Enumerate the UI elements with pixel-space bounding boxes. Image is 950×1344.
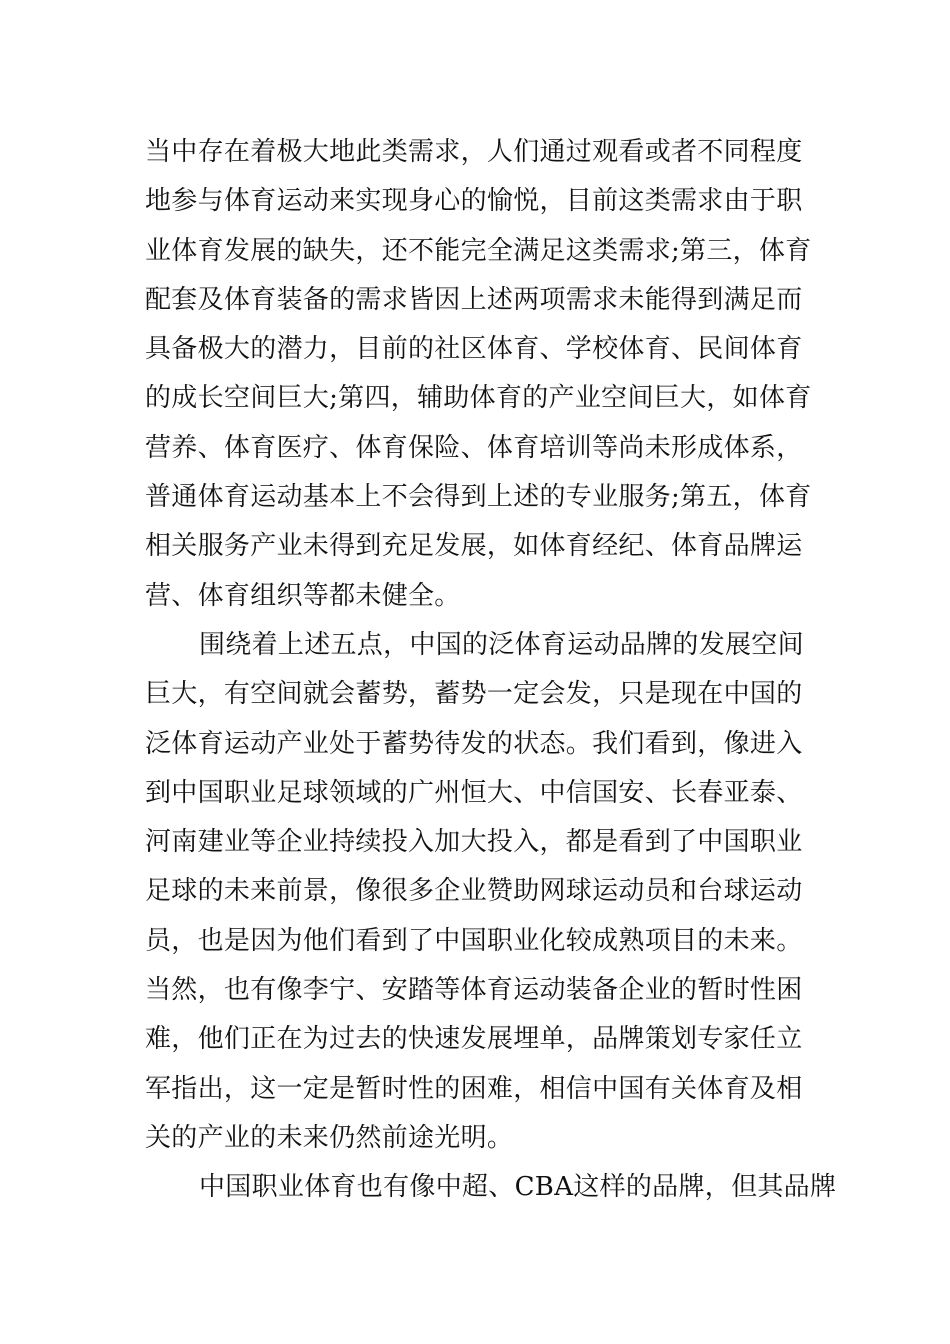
text-line: 营养、体育医疗、体育保险、体育培训等尚未形成体系， xyxy=(145,432,803,463)
text-line: 配套及体育装备的需求皆因上述两项需求未能得到满足而 xyxy=(145,284,803,315)
text-line-first-indented: 围绕着上述五点，中国的泛体育运动品牌的发展空间 xyxy=(199,629,804,660)
text-line: 当然，也有像李宁、安踏等体育运动装备企业的暂时性困 xyxy=(145,975,803,1006)
body-text xyxy=(145,128,837,1213)
paragraph-3 xyxy=(145,1163,837,1212)
text-line: 泛体育运动产业处于蓄势待发的状态。我们看到，像进入 xyxy=(145,728,803,759)
text-line: 到中国职业足球领域的广州恒大、中信国安、长春亚泰、 xyxy=(145,777,803,808)
text-line: 地参与体育运动来实现身心的愉悦，目前这类需求由于职 xyxy=(145,186,803,217)
text-line: 的成长空间巨大;第四，辅助体育的产业空间巨大，如体育 xyxy=(145,383,812,414)
text-line: 军指出，这一定是暂时性的困难，相信中国有关体育及相 xyxy=(145,1073,803,1104)
text-line: 业体育发展的缺失，还不能完全满足这类需求;第三，体育 xyxy=(145,235,812,266)
text-line: 营、体育组织等都未健全。 xyxy=(145,580,461,611)
text-line: 巨大，有空间就会蓄势，蓄势一定会发，只是现在中国的 xyxy=(145,679,803,710)
paragraph-1 xyxy=(145,128,810,621)
text-line: 相关服务产业未得到充足发展，如体育经纪、体育品牌运 xyxy=(145,531,803,562)
text-line: 难，他们正在为过去的快速发展埋单，品牌策划专家任立 xyxy=(145,1024,803,1055)
text-line: 关的产业的未来仍然前途光明。 xyxy=(145,1122,514,1153)
text-line-first-indented: 中国职业体育也有像中超、CBA这样的品牌，但其品牌 xyxy=(199,1172,837,1203)
text-line: 普通体育运动基本上不会得到上述的专业服务;第五，体育 xyxy=(145,482,812,513)
text-line: 当中存在着极大地此类需求，人们通过观看或者不同程度 xyxy=(145,137,803,167)
text-line: 具备极大的潜力，目前的社区体育、学校体育、民间体育 xyxy=(145,334,803,365)
text-line: 员，也是因为他们看到了中国职业化较成熟项目的未来。 xyxy=(145,925,803,956)
text-line: 河南建业等企业持续投入加大投入，都是看到了中国职业 xyxy=(145,827,803,858)
paragraph-2 xyxy=(145,621,810,1163)
text-line: 足球的未来前景，像很多企业赞助网球运动员和台球运动 xyxy=(145,876,803,907)
